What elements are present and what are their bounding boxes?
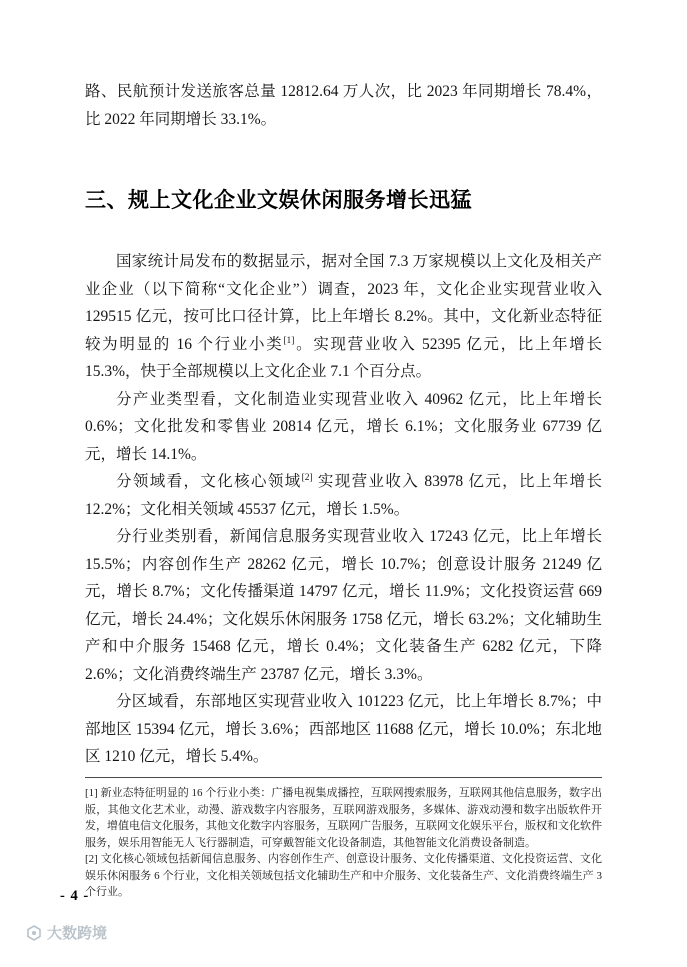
footnotes-section: [85, 777, 602, 901]
body-paragraph-3: [85, 468, 602, 523]
footnote-1: [1] 新业态特征明显的 16 个行业小类：广播电视集成播控，互联网搜索服务，互联网其他信息服务，数字出版，其他文化艺术业，动漫、游戏数字内容服务，互联网游戏服务，多媒体、游戏动漫和数字出版软件开发，增值电信文化服务，其他文化数字内容服务，互联网广告服务，互联网文化娱乐平台，版权和文化软件服务，娱乐用智能无人飞行器制造，可穿戴智能文化设备制造，其他智能文化消费设备制造。: [85, 787, 602, 849]
watermark-text: 大数跨境: [47, 925, 108, 942]
p1-text-before: 国家统计局发布的数据显示，据对全国 7.3 万家规模以上文化及相关产业企业（以下简称“文化企业”）调查，2023 年，文化企业实现营业收入 129515 亿元，按可比口径计算，比上年增长 8.2%。其中，文化新业态特征较为明显的 16 个行业小类: [85, 253, 602, 353]
body-paragraph-5: 分区域看，东部地区实现营业收入 101223 亿元，比上年增长 8.7%；中部地区 15394 亿元，增长 3.6%；西部地区 11688 亿元，增长 10.0%；东北地区 1210 亿元，增长 5.4%。: [85, 693, 602, 765]
footnote-ref-1: [1]: [283, 335, 295, 346]
watermark-logo-icon: [26, 925, 42, 941]
continuation-paragraph: 路、民航预计发送旅客总量 12812.64 万人次，比 2023 年同期增长 78.4%，比 2022 年同期增长 33.1%。: [85, 83, 602, 128]
body-paragraph-1: [85, 248, 602, 386]
p3-text-after: 实现营业收入 83978 亿元，比上年增长 12.2%；文化相关领域 45537 亿元，增长 1.5%。: [85, 473, 602, 518]
section-heading: 三、规上文化企业文娱休闲服务增长迅猛: [85, 189, 472, 212]
watermark: [26, 922, 107, 943]
p3-text-before: 分领域看，文化核心领域: [116, 473, 302, 490]
p1-text-after: 。实现营业收入 52395 亿元，比上年增长 15.3%，快于全部规模以上文化企业 7.1 个百分点。: [85, 335, 602, 380]
page-content: [85, 78, 602, 771]
page-number: - 4 -: [60, 888, 90, 904]
body-paragraph-2: 分产业类型看，文化制造业实现营业收入 40962 亿元，比上年增长 0.6%；文化批发和零售业 20814 亿元，增长 6.1%；文化服务业 67739 亿元，增长 14.1%。: [85, 390, 602, 463]
footnote-ref-2: [2]: [301, 472, 313, 483]
footnote-2: [2] 文化核心领域包括新闻信息服务、内容创作生产、创意设计服务、文化传播渠道、文化投资运营、文化娱乐休闲服务 6 个行业，文化相关领域包括文化辅助生产和中介服务、文化装备生产、文化消费终端生产 3 个行业。: [85, 853, 602, 898]
body-paragraph-4: 分行业类别看，新闻信息服务实现营业收入 17243 亿元，比上年增长 15.5%；内容创作生产 28262 亿元，增长 10.7%；创意设计服务 21249 亿元，增长 8.7%；文化传播渠道 14797 亿元，增长 11.9%；文化投资运营 669 亿元，增长 24.4%；文化娱乐休闲服务 1758 亿元，增长 63.2%；文化辅助生产和中介服务 15468 亿元，增长 0.4%；文化装备生产 6282 亿元，下降 2.6%；文化消费终端生产 23787 亿元，增长 3.3%。: [85, 528, 602, 683]
